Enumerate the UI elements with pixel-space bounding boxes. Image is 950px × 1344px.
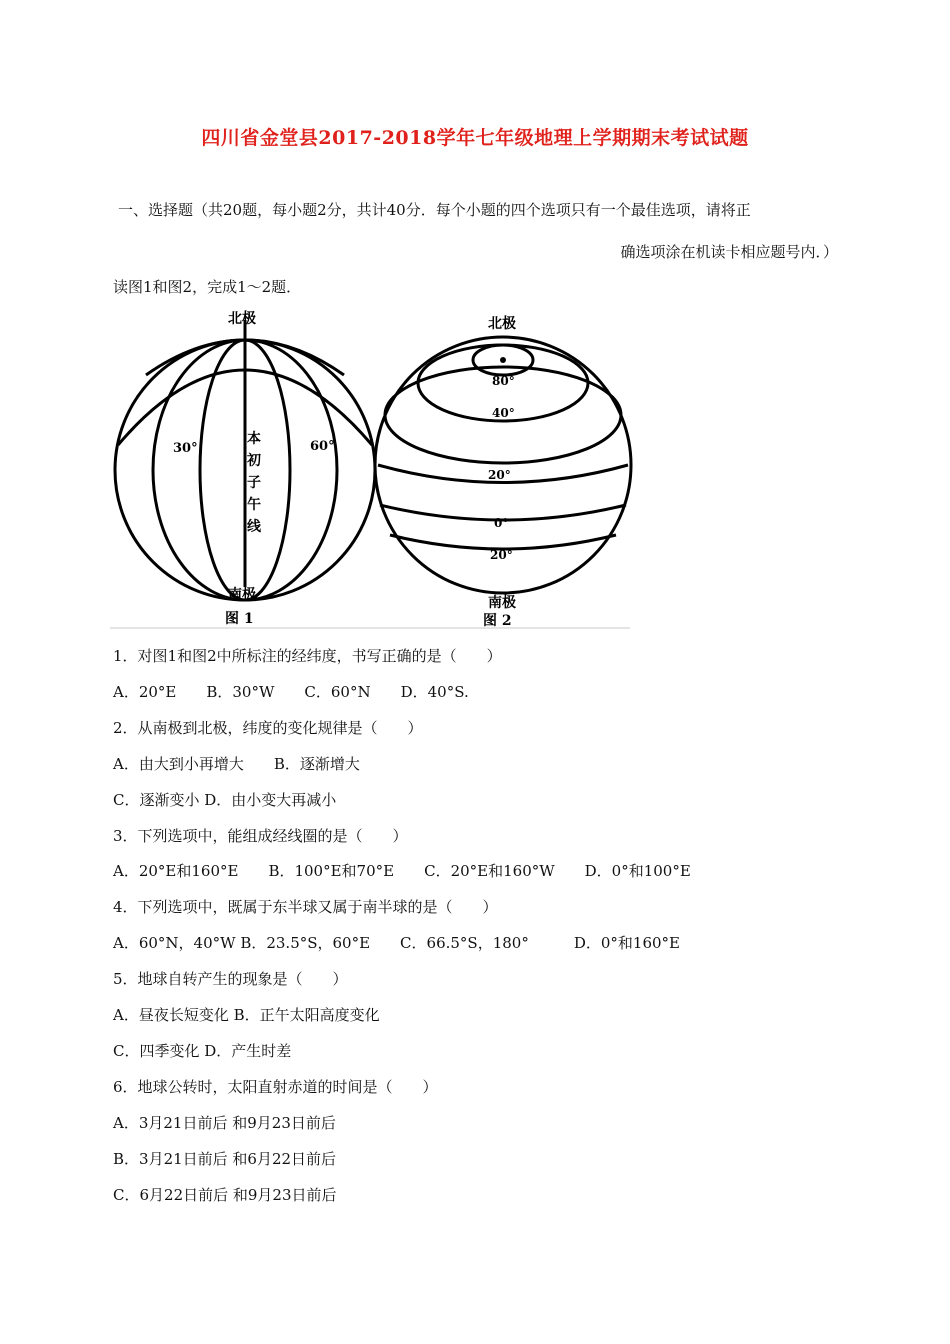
question-1-options: A．20°E B．30°W C．60°N D．40°S. xyxy=(113,683,469,701)
question-4-options: A．60°N，40°W B．23.5°S，60°E C．66.5°S，180° D．0°和160°E xyxy=(113,934,680,952)
section-intro-line1: 一、选择题（共20题，每小题2分，共计40分．每个小题的四个选项只有一个最佳选项，请将正 xyxy=(118,201,751,219)
figures-area xyxy=(110,305,635,630)
question-2: 2．从南极到北极，纬度的变化规律是（ ） xyxy=(113,719,423,737)
figure1-label-30: 30° xyxy=(173,441,198,456)
figure2-label-20n: 20° xyxy=(488,468,511,482)
section-intro-line2: 确选项涂在机读卡相应题号内．） xyxy=(620,243,838,261)
figure1-south-label: 南极 xyxy=(228,587,256,603)
page-title: 四川省金堂县2017-2018学年七年级地理上学期期末考试试题 xyxy=(201,127,749,149)
figure2-label-80: 80° xyxy=(492,374,515,388)
reading-instruction: 读图1和图2，完成1～2题． xyxy=(113,278,302,296)
meridian-label-char3: 子 xyxy=(247,475,261,491)
question-3-options: A．20°E和160°E B．100°E和70°E C．20°E和160°W D．0°和100°E xyxy=(113,862,691,880)
question-6-option-c: C．6月22日前后 和9月23日前后 xyxy=(113,1186,337,1204)
question-4: 4．下列选项中，既属于东半球又属于南半球的是（ ） xyxy=(113,898,498,916)
question-6-option-b: B．3月21日前后 和6月22日前后 xyxy=(113,1150,337,1168)
meridian-label-char2: 初 xyxy=(247,453,261,469)
figure1-north-label: 北极 xyxy=(228,311,256,327)
figure2-caption: 图 2 xyxy=(483,613,512,629)
meridian-label-char5: 线 xyxy=(247,519,261,535)
figure2-label-40: 40° xyxy=(492,406,515,420)
question-2-options-a-b: A．由大到小再增大 B．逐渐增大 xyxy=(113,755,360,773)
question-5-options-a-b: A．昼夜长短变化 B．正午太阳高度变化 xyxy=(113,1006,380,1024)
question-1: 1．对图1和图2中所标注的经纬度，书写正确的是（ ） xyxy=(113,647,502,665)
meridian-label-char1: 本 xyxy=(247,431,261,447)
parallel-20s xyxy=(390,535,616,549)
meridian-label-char4: 午 xyxy=(247,497,261,513)
north-pole-dot xyxy=(500,357,506,363)
figure2-north-label: 北极 xyxy=(488,316,516,332)
question-5: 5．地球自转产生的现象是（ ） xyxy=(113,970,348,988)
figure1-caption: 图 1 xyxy=(225,611,254,627)
figure2-south-label: 南极 xyxy=(488,595,516,611)
question-3: 3．下列选项中，能组成经线圈的是（ ） xyxy=(113,827,408,845)
figure1-globe xyxy=(115,320,375,600)
question-5-options-c-d: C．四季变化 D．产生时差 xyxy=(113,1042,292,1060)
globe-figures xyxy=(110,305,635,630)
question-2-options-c-d: C．逐渐变小 D．由小变大再减小 xyxy=(113,791,337,809)
figure2-label-20s: 20° xyxy=(490,548,513,562)
figure1-label-60: 60° xyxy=(310,439,335,454)
question-6-option-a: A．3月21日前后 和9月23日前后 xyxy=(113,1114,336,1132)
question-6: 6．地球公转时，太阳直射赤道的时间是（ ） xyxy=(113,1078,438,1096)
figure2-label-0: 0° xyxy=(494,516,509,530)
